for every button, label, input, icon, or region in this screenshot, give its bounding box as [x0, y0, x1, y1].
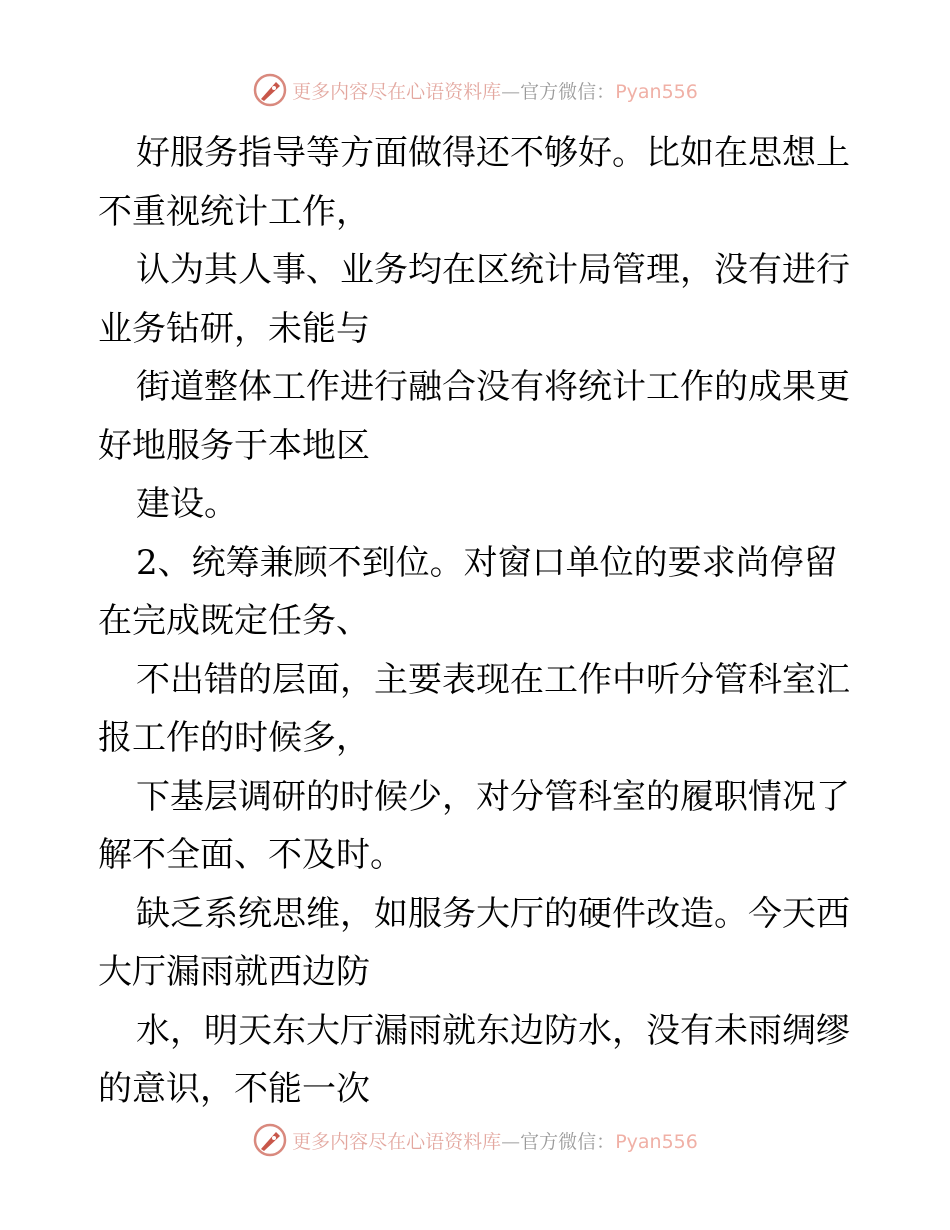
watermark-wechat-id: Pyan556 — [615, 80, 698, 103]
paragraph-line: 下基层调研的时候少，对分管科室的履职情况了 — [136, 776, 850, 817]
paragraph-line: 好地服务于本地区 — [98, 425, 370, 466]
paragraph-line: 2、统筹兼顾不到位。对窗口单位的要求尚停留 — [136, 542, 838, 583]
watermark-wechat-id: Pyan556 — [615, 1130, 698, 1153]
watermark-brand: 更多内容尽在心语资料库 — [292, 1130, 502, 1153]
paragraph-line: 水，明天东大厅漏雨就东边防水，没有未雨绸缪 — [136, 1010, 850, 1051]
footer-watermark — [0, 1120, 950, 1160]
paragraph-line: 大厅漏雨就西边防 — [98, 952, 370, 992]
paragraph-line: 业务钻研，未能与 — [98, 308, 370, 349]
watermark-wechat-label: 官方微信： — [520, 80, 616, 103]
paragraph-line: 不出错的层面，主要表现在工作中听分管科室汇 — [136, 659, 850, 700]
pen-nib-circle-icon — [252, 72, 288, 108]
paragraph-line: 认为其人事、业务均在区统计局管理，没有进行 — [136, 250, 850, 290]
paragraph-line: 建设。 — [136, 484, 238, 524]
paragraph-line: 的意识，不能一次 — [98, 1069, 370, 1109]
paragraph-line: 缺乏系统思维，如服务大厅的硬件改造。今天西 — [136, 893, 850, 934]
paragraph-line: 报工作的时候多， — [98, 718, 370, 758]
watermark-brand: 更多内容尽在心语资料库 — [292, 80, 502, 103]
document-body — [98, 124, 858, 1119]
paragraph-line: 不重视统计工作， — [98, 191, 370, 232]
watermark-wechat-label: 官方微信： — [520, 1130, 616, 1153]
pen-nib-circle-icon — [252, 1122, 288, 1158]
watermark-text — [292, 77, 698, 104]
paragraph-line: 解不全面、不及时。 — [98, 835, 404, 875]
watermark-separator: — — [501, 1130, 521, 1153]
paragraph-line: 在完成既定任务、 — [98, 601, 370, 641]
paragraph-line: 好服务指导等方面做得还不够好。比如在思想上 — [136, 133, 850, 173]
header-watermark — [0, 70, 950, 110]
watermark-separator: — — [501, 80, 521, 103]
paragraph-line: 街道整体工作进行融合没有将统计工作的成果更 — [136, 367, 850, 407]
watermark-text — [292, 1127, 698, 1154]
